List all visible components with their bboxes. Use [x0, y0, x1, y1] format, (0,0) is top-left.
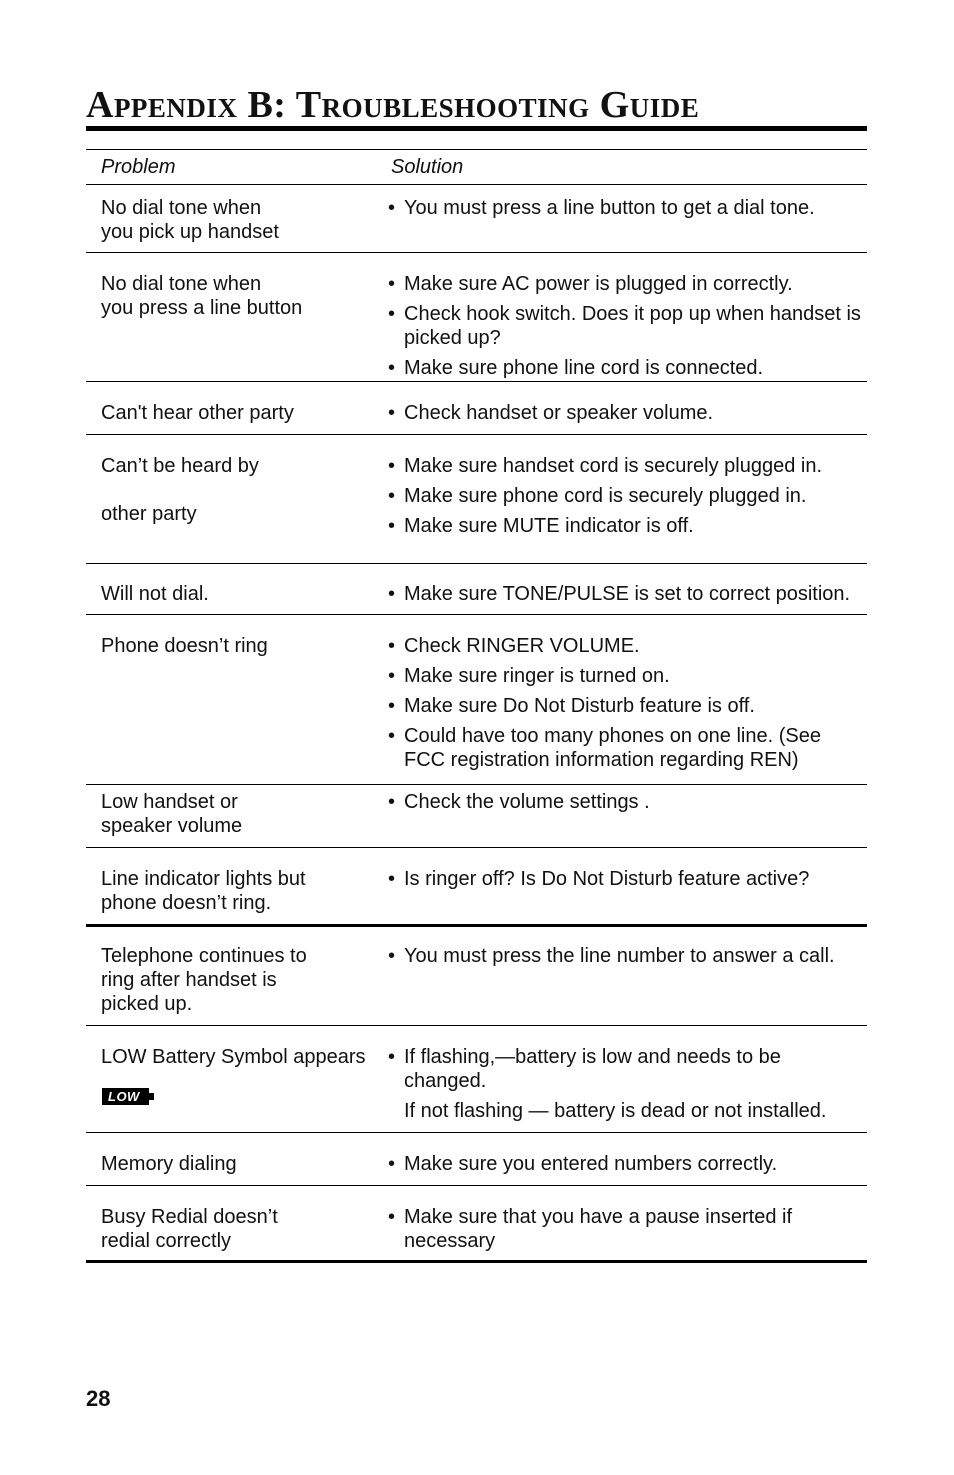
solution-item: • Make sure you entered numbers correctly.: [388, 1152, 863, 1176]
row-divider: [86, 563, 867, 564]
solution-cell: [388, 1205, 863, 1259]
solution-item: • Make sure MUTE indicator is off.: [388, 514, 863, 538]
problem-cell: No dial tone when you pick up handset: [101, 197, 279, 243]
problem-cell: Can’t be heard by other party: [101, 455, 259, 525]
problem-cell: No dial tone when you press a line button: [101, 273, 303, 319]
solution-item: • Make sure Do Not Disturb feature is off.: [388, 694, 863, 718]
solution-item: • Make sure ringer is turned on.: [388, 664, 863, 688]
problem-cell: Low handset or speaker volume: [101, 791, 243, 837]
solution-item: • Make sure AC power is plugged in correctly.: [388, 272, 863, 296]
problem-cell: Can't hear other party: [101, 402, 294, 424]
solution-cell: [388, 1152, 863, 1182]
problem-cell: Line indicator lights but phone doesn’t ring.: [101, 868, 306, 914]
solution-cell: [388, 401, 863, 431]
solution-item: • You must press the line number to answer a call.: [388, 944, 863, 968]
title-rule: [86, 126, 867, 131]
solution-cell: [388, 196, 863, 226]
page-number: 28: [86, 1386, 111, 1411]
problem-cell: Memory dialing: [101, 1153, 237, 1175]
problem-cell: Phone doesn’t ring: [101, 635, 268, 657]
table-top-rule: [86, 149, 867, 150]
solution-cell: [388, 790, 863, 820]
solution-cell: [388, 582, 863, 612]
row-divider: [86, 614, 867, 615]
problem-cell: Busy Redial doesn’t redial correctly: [101, 1206, 278, 1252]
problem-cell: LOW Battery Symbol appears: [101, 1046, 366, 1068]
solution-cell: [388, 944, 863, 974]
problem-cell: Will not dial.: [101, 583, 209, 605]
solution-column-header: Solution: [391, 156, 464, 178]
solution-item: • Make sure handset cord is securely plugged in.: [388, 454, 863, 478]
solution-item: • Check handset or speaker volume.: [388, 401, 863, 425]
row-divider: [86, 847, 867, 848]
row-divider: [86, 924, 867, 927]
solution-item: • Make sure phone cord is securely plugged in.: [388, 484, 863, 508]
page-title: Appendix B: Troubleshooting Guide: [86, 84, 700, 126]
row-divider: [86, 1185, 867, 1186]
row-divider: [86, 1132, 867, 1133]
row-divider: [86, 1025, 867, 1026]
problem-column-header: Problem: [101, 156, 176, 178]
solution-item: • Make sure TONE/PULSE is set to correct position.: [388, 582, 863, 606]
solution-cell: [388, 272, 863, 386]
row-divider: [86, 434, 867, 435]
row-divider: [86, 1260, 867, 1263]
solution-item: • Is ringer off? Is Do Not Disturb feature active?: [388, 867, 863, 891]
solution-item: • If flashing,—battery is low and needs to be changed.: [388, 1045, 863, 1093]
solution-note: If not flashing — battery is dead or not installed.: [404, 1100, 827, 1122]
solution-cell: [388, 634, 863, 778]
solution-item: • Check hook switch. Does it pop up when handset is picked up?: [388, 302, 863, 350]
solution-cell: [388, 867, 863, 897]
row-divider: [86, 784, 867, 785]
solution-item: • Check the volume settings .: [388, 790, 863, 814]
low-battery-icon: LOW: [102, 1088, 149, 1105]
solution-cell: [388, 1045, 863, 1129]
solution-item: • You must press a line button to get a dial tone.: [388, 196, 863, 220]
solution-cell: [388, 454, 863, 544]
solution-item: • Make sure that you have a pause inserted if necessary: [388, 1205, 863, 1253]
solution-item: • Could have too many phones on one line. (See FCC registration information regarding REN): [388, 724, 863, 772]
row-divider: [86, 252, 867, 253]
solution-item: • Make sure phone line cord is connected.: [388, 356, 863, 380]
solution-item: • Check RINGER VOLUME.: [388, 634, 863, 658]
row-divider: [86, 184, 867, 185]
problem-cell: Telephone continues to ring after handset is picked up.: [101, 945, 307, 1015]
